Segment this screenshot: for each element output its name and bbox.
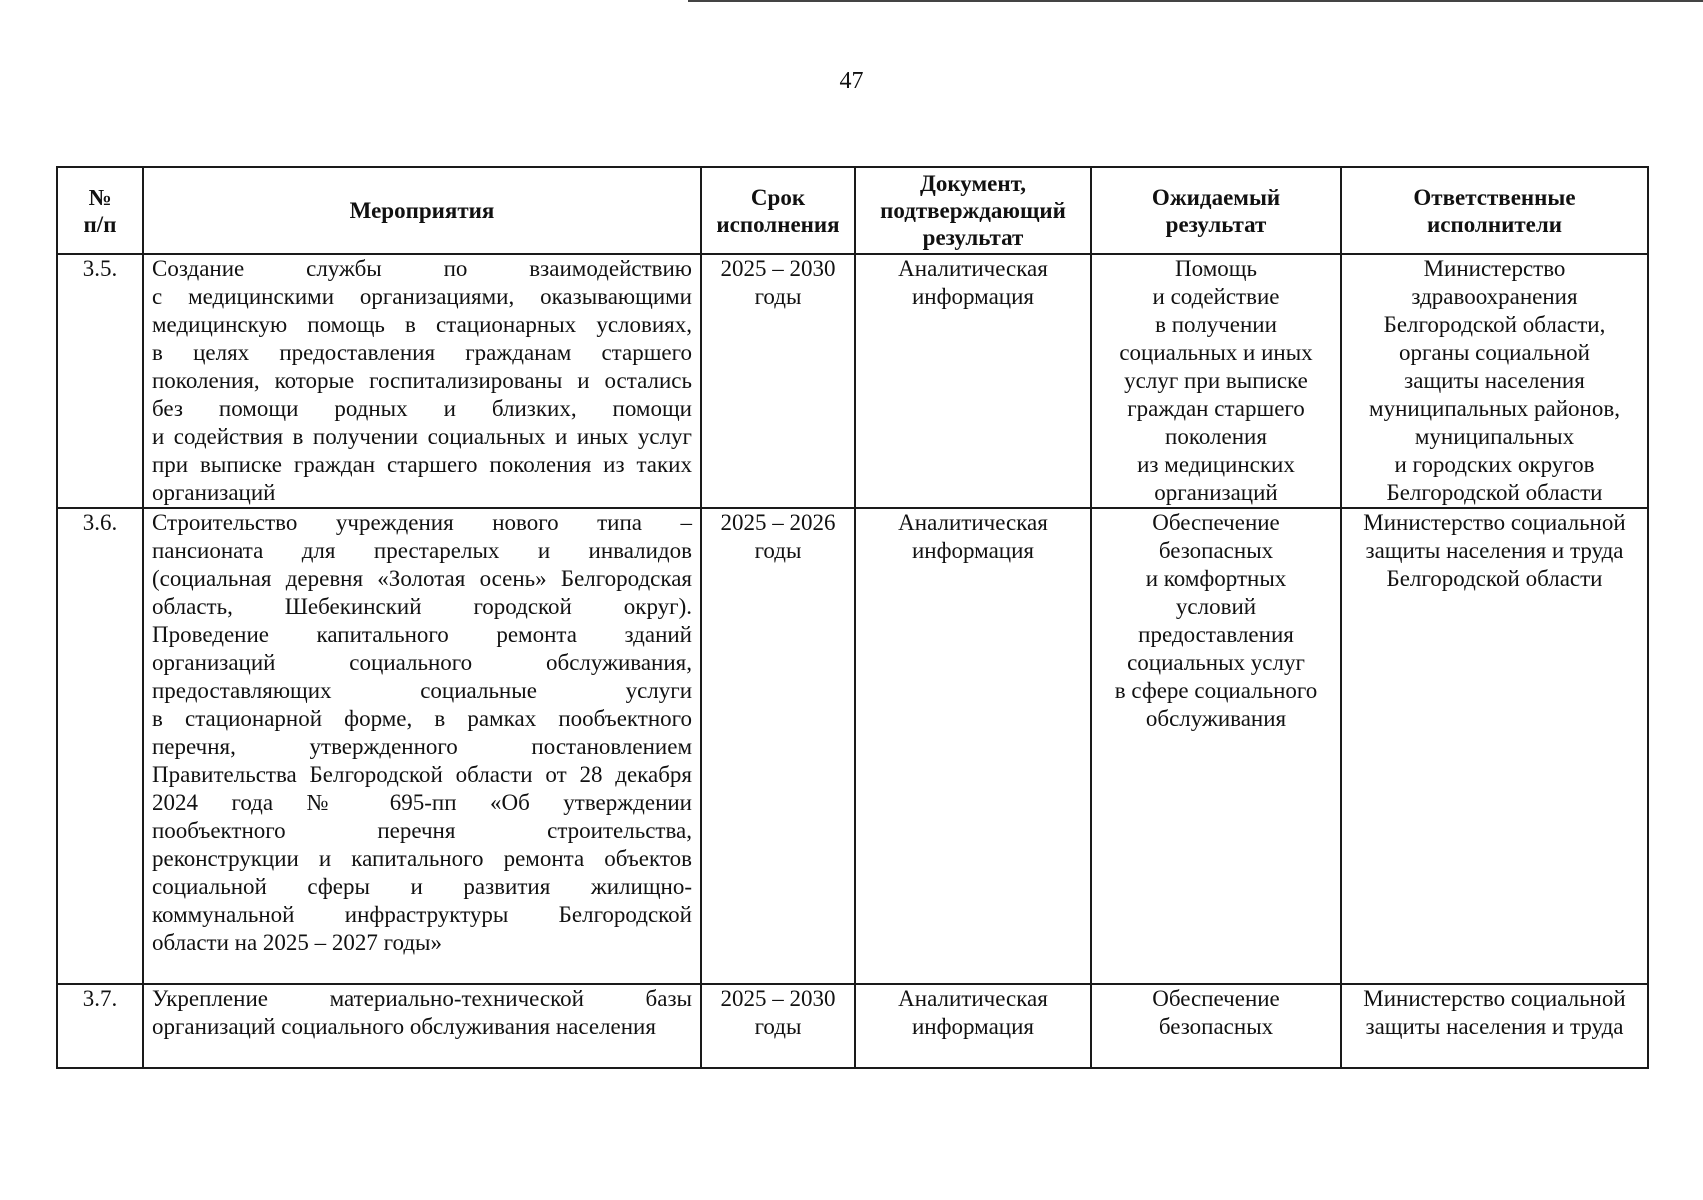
row-result: Обеспечение безопасных bbox=[1091, 984, 1341, 1068]
header-deadline: Срок исполнения bbox=[701, 167, 855, 254]
row-deadline: 2025 – 2030 годы bbox=[701, 984, 855, 1068]
row-result: Помощь и содействие в получении социальных и иных услуг при выписке граждан старшего поколения из медицинских организаций bbox=[1091, 254, 1341, 508]
row-executors: Министерство социальной защиты населения и труда Белгородской области bbox=[1341, 508, 1648, 984]
header-num: № п/п bbox=[57, 167, 143, 254]
header-executors: Ответственные исполнители bbox=[1341, 167, 1648, 254]
header-event: Мероприятия bbox=[143, 167, 701, 254]
activities-table bbox=[56, 166, 1649, 1069]
row-number: 3.6. bbox=[57, 508, 143, 984]
row-number: 3.7. bbox=[57, 984, 143, 1068]
row-event: Укрепление материально-технической базы организаций социального обслуживания населения bbox=[143, 984, 701, 1068]
table-row bbox=[57, 984, 1648, 1068]
table-header-row bbox=[57, 167, 1648, 254]
top-rule bbox=[688, 0, 1703, 2]
table-row bbox=[57, 508, 1648, 984]
row-event: Создание службы по взаимодействию с медицинскими организациями, оказывающими медицинскую помощь в стационарных условиях, в целях предоставления гражданам старшего поколения, которые госпитализированы и остались без помощи родных и близких, помощи и содействия в получении социальных и иных услуг при выписке граждан старшего поколения из таких организаций bbox=[143, 254, 701, 508]
header-result: Ожидаемый результат bbox=[1091, 167, 1341, 254]
header-document: Документ, подтверждающий результат bbox=[855, 167, 1091, 254]
row-document: Аналитическая информация bbox=[855, 984, 1091, 1068]
row-deadline: 2025 – 2026 годы bbox=[701, 508, 855, 984]
table-row bbox=[57, 254, 1648, 508]
row-deadline: 2025 – 2030 годы bbox=[701, 254, 855, 508]
row-event: Строительство учреждения нового типа – пансионата для престарелых и инвалидов (социальная деревня «Золотая осень» Белгородская область, Шебекинский городской округ). Проведение капитального ремонта зданий организаций социального обслуживания, предоставляющих социальные услуги в стационарной форме, в рамках пообъектного перечня, утвержденного постановлением Правительства Белгородской области от 28 декабря 2024 года № 695-пп «Об утверждении пообъектного перечня строительства, реконструкции и капитального ремонта объектов социальной сферы и развития жилищно- коммунальной инфраструктуры Белгородской области на 2025 – 2027 годы» bbox=[143, 508, 701, 984]
row-number: 3.5. bbox=[57, 254, 143, 508]
row-document: Аналитическая информация bbox=[855, 508, 1091, 984]
row-executors: Министерство социальной защиты населения и труда bbox=[1341, 984, 1648, 1068]
row-document: Аналитическая информация bbox=[855, 254, 1091, 508]
row-executors: Министерство здравоохранения Белгородской области, органы социальной защиты населения муниципальных районов, муниципальных и городских округов Белгородской области bbox=[1341, 254, 1648, 508]
page-number: 47 bbox=[839, 68, 864, 94]
row-result: Обеспечение безопасных и комфортных условий предоставления социальных услуг в сфере социального обслуживания bbox=[1091, 508, 1341, 984]
